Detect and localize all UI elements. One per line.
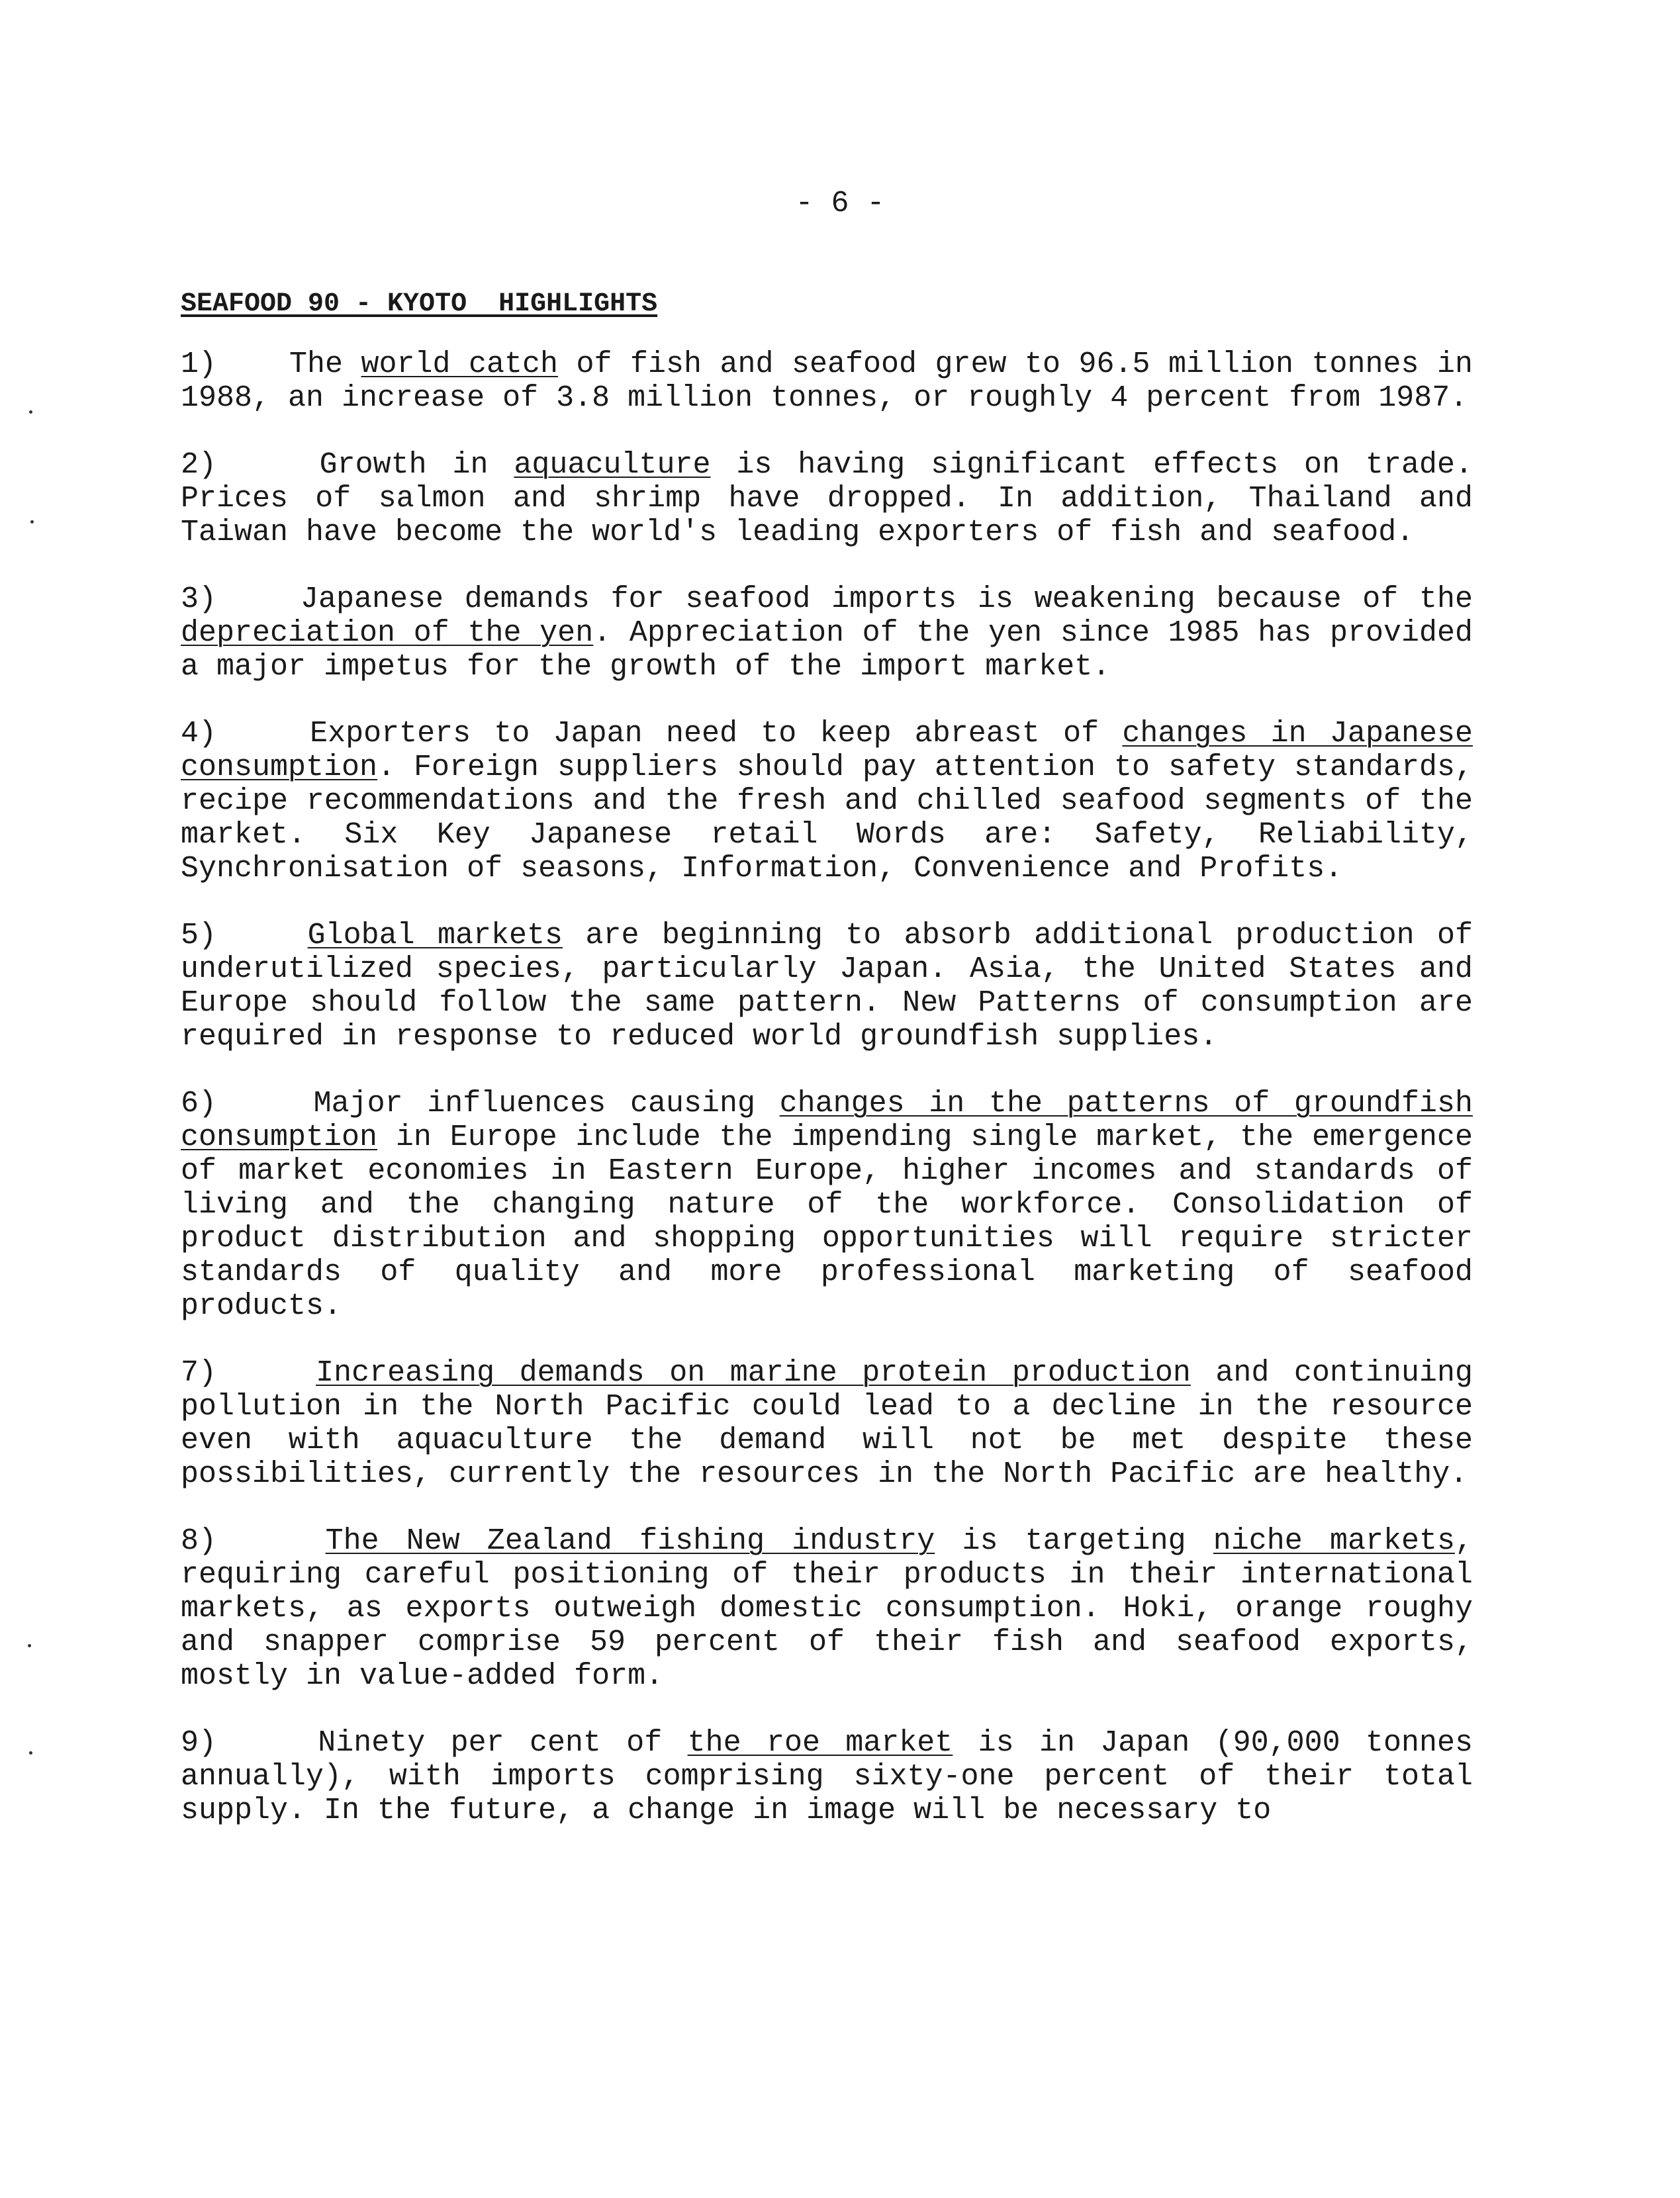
scan-speck (30, 520, 34, 524)
underlined-phrase: Global markets (307, 919, 563, 952)
underlined-phrase: changes in the patterns of groundfish consumption (181, 1087, 1473, 1154)
item-number: 1) (181, 347, 217, 381)
scan-speck (29, 1751, 32, 1755)
item-number: 5) (181, 919, 217, 952)
highlights-list (181, 347, 1473, 1860)
underlined-phrase: changes in Japanese consumption (181, 717, 1473, 784)
highlight-item-2: 2) Growth in aquaculture is having significant effects on trade. Prices of salmon and shrimp have dropped. In addition, Thailand and Taiwan have become the world's leading exporters of fish and seafood. (181, 448, 1473, 549)
scan-speck (28, 1644, 31, 1647)
item-number: 3) (181, 582, 217, 616)
highlight-item-3: 3) Japanese demands for seafood imports is weakening because of the depreciation of the yen. Appreciation of the yen since 1985 has provided a major impetus for the growth of the import market. (181, 582, 1473, 684)
item-number: 4) (181, 717, 217, 751)
item-number: 8) (181, 1524, 217, 1558)
highlight-item-1: 1) The world catch of fish and seafood grew to 96.5 million tonnes in 1988, an increase of 3.8 million tonnes, or roughly 4 percent from 1987. (181, 347, 1473, 415)
highlight-item-6: 6) Major influences causing changes in the patterns of groundfish consumption in Europe include the impending single market, the emergence of market economies in Eastern Europe, higher incomes and standards of living and the changing nature of the workforce. Consolidation of product distribution and shopping opportunities will require stricter standards of quality and more professional marketing of seafood products. (181, 1087, 1473, 1323)
section-heading: SEAFOOD 90 - KYOTO HIGHLIGHTS (181, 289, 658, 319)
underlined-phrase: the roe market (687, 1726, 953, 1760)
item-number: 6) (181, 1087, 217, 1121)
item-number: 2) (181, 448, 217, 482)
highlight-item-5: 5) Global markets are beginning to absorb additional production of underutilized species, particularly Japan. Asia, the United States and Europe should follow the same pattern. New Patterns of consumption are required in response to reduced world groundfish supplies. (181, 919, 1473, 1054)
highlight-item-4: 4) Exporters to Japan need to keep abreast of changes in Japanese consumption. Foreign suppliers should pay attention to safety standards, recipe recommendations and the fresh and chilled seafood segments of the market. Six Key Japanese retail Words are: Safety, Reliability, Synchronisation of seasons, Information, Convenience and Profits. (181, 717, 1473, 886)
highlight-item-7: 7) Increasing demands on marine protein production and continuing pollution in the North Pacific could lead to a decline in the resource even with aquaculture the demand will not be met despite these possibilities, currently the resources in the North Pacific are healthy. (181, 1356, 1473, 1491)
item-number: 9) (181, 1726, 217, 1760)
underlined-phrase: depreciation of the yen (181, 616, 594, 650)
underlined-phrase: aquaculture (514, 448, 711, 482)
page-number: - 6 - (795, 187, 885, 220)
underlined-phrase: The New Zealand fishing industry (325, 1524, 935, 1558)
item-number: 7) (181, 1356, 217, 1390)
underlined-phrase: world catch (361, 347, 558, 381)
underlined-phrase: Increasing demands on marine protein production (316, 1356, 1191, 1390)
underlined-phrase: niche markets (1213, 1524, 1455, 1558)
highlight-item-9: 9) Ninety per cent of the roe market is in Japan (90,000 tonnes annually), with imports comprising sixty-one percent of their total supply. In the future, a change in image will be necessary to (181, 1726, 1473, 1827)
scan-speck (29, 410, 32, 414)
highlight-item-8: 8) The New Zealand fishing industry is targeting niche markets, requiring careful positioning of their products in their international markets, as exports outweigh domestic consumption. Hoki, orange roughy and snapper comprise 59 percent of their fish and seafood exports, mostly in value-added form. (181, 1524, 1473, 1693)
